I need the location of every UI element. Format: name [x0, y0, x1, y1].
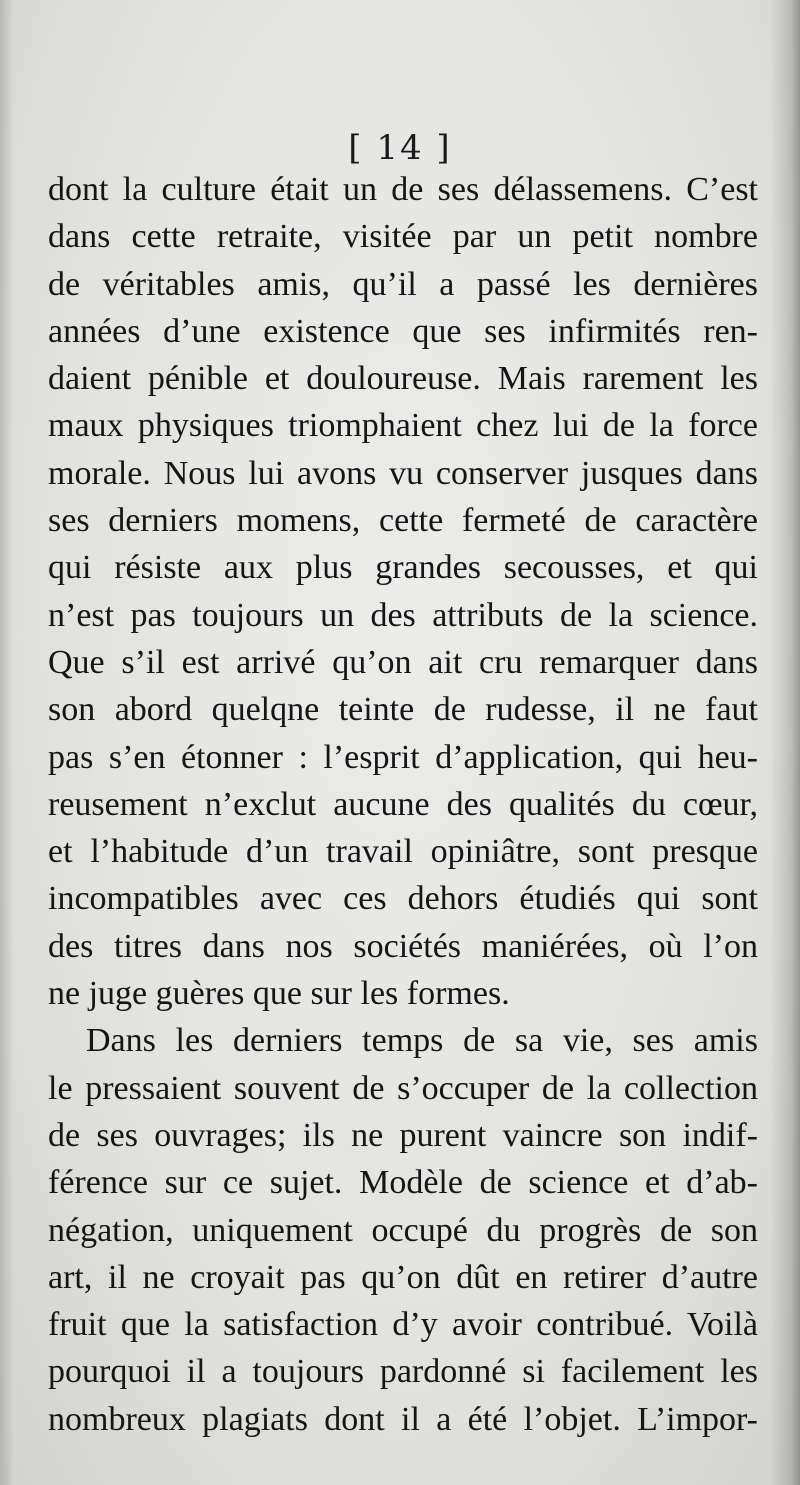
body-text — [48, 166, 758, 1443]
text-line: reusement n’exclut aucune des qualités du cœur, — [48, 785, 758, 823]
text-line: nombreux plagiats dont il a été l’objet. L’impor- — [48, 1400, 758, 1438]
text-line: pourquoi il a toujours pardonné si facilement les — [48, 1353, 758, 1391]
text-line: de véritables amis, qu’il a passé les dernières — [48, 265, 758, 303]
text-line: daient pénible et douloureuse. Mais rarement les — [48, 360, 758, 398]
text-line: négation, uniquement occupé du progrès de son — [48, 1211, 758, 1249]
text-line: pas s’en étonner : l’esprit d’application, qui heu- — [48, 738, 758, 776]
text-line: années d’une existence que ses infirmités ren- — [48, 312, 758, 350]
text-line: morale. Nous lui avons vu conserver jusques dans — [48, 454, 758, 492]
page-left-shadow — [0, 0, 14, 1485]
text-line: incompatibles avec ces dehors étudiés qui sont — [48, 880, 758, 918]
text-line: fruit que la satisfaction d’y avoir contribué. Voilà — [48, 1306, 758, 1344]
text-line: de ses ouvrages; ils ne purent vaincre son indif- — [48, 1116, 758, 1154]
text-line: son abord quelqne teinte de rudesse, il ne faut — [48, 691, 758, 729]
text-line: dans cette retraite, visitée par un petit nombre — [48, 218, 758, 256]
text-line: art, il ne croyait pas qu’on dût en retirer d’autre — [48, 1258, 758, 1296]
text-line: férence sur ce sujet. Modèle de science et d’ab- — [48, 1164, 758, 1202]
page-right-shadow — [770, 0, 800, 1485]
text-line: ses derniers momens, cette fermeté de caractère — [48, 502, 758, 540]
page-number: [ 14 ] — [348, 128, 452, 168]
text-line: qui résiste aux plus grandes secousses, et qui — [48, 549, 758, 587]
text-line: des titres dans nos sociétés maniérées, où l’on — [48, 927, 758, 965]
text-line: et l’habitude d’un travail opiniâtre, sont presque — [48, 833, 758, 871]
text-line: maux physiques triomphaient chez lui de la force — [48, 407, 758, 445]
text-line: ne juge guères que sur les formes. — [48, 975, 510, 1013]
text-line: dont la culture était un de ses délassemens. C’est — [48, 171, 758, 208]
text-line: le pressaient souvent de s’occuper de la collection — [48, 1069, 758, 1107]
text-line: n’est pas toujours un des attributs de la science. — [48, 596, 758, 634]
text-line: Dans les derniers temps de sa vie, ses amis — [86, 1022, 758, 1060]
text-line: Que s’il est arrivé qu’on ait cru remarquer dans — [48, 643, 758, 681]
